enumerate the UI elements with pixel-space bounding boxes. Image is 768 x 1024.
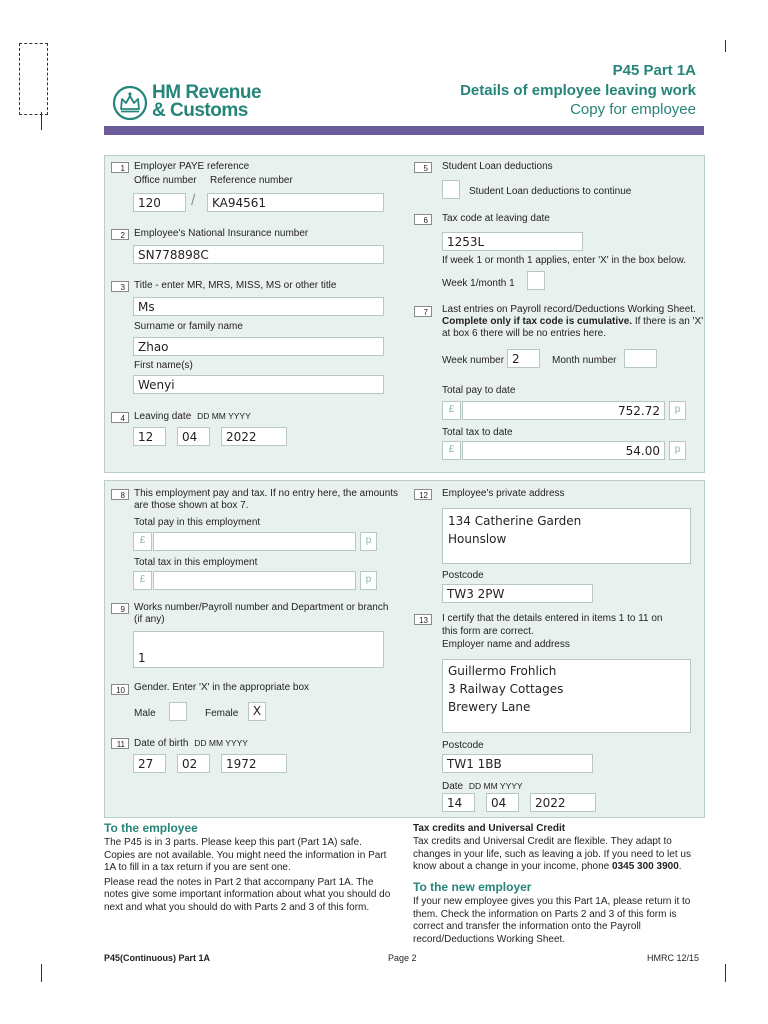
surname-field[interactable]: Zhao <box>133 337 384 356</box>
first-name-field[interactable]: Wenyi <box>133 375 384 394</box>
female-label: Female <box>205 708 239 719</box>
employer-postcode-label: Postcode <box>442 740 484 751</box>
footer-version: HMRC 12/15 <box>647 953 700 963</box>
total-pay-to-date-field[interactable]: 752.72 <box>462 401 665 420</box>
week1-note: If week 1 or month 1 applies, enter 'X' in the box below. <box>442 255 686 266</box>
box7-line3: at box 6 there will be no entries here. <box>442 328 606 339</box>
pound-sign: £ <box>133 571 152 590</box>
tax-credits-end: . <box>678 861 682 872</box>
footer-page-number: Page 2 <box>388 953 417 963</box>
certify-year-field[interactable]: 2022 <box>530 793 596 812</box>
box3-label: Title - enter MR, MRS, MISS, MS or other title <box>134 280 337 291</box>
slash-separator: / <box>191 192 196 209</box>
employer-address-field[interactable] <box>442 659 691 733</box>
crop-mark <box>41 964 42 982</box>
certify-date-text: Date <box>442 781 464 792</box>
week-number-label: Week number <box>442 355 505 366</box>
month-number-field[interactable] <box>624 349 657 368</box>
to-employee-paragraph-1: The P45 is in 3 parts. Please keep this part (Part 1A) safe. Copies are not available. You might need the information in Part 1A to fill in a tax return if you are sent one. <box>104 837 387 873</box>
box-number-9: 9 <box>111 603 129 614</box>
box-number-5: 5 <box>414 162 432 173</box>
box12-label: Employee's private address <box>442 488 565 499</box>
leaving-date-label <box>134 410 251 423</box>
crop-mark <box>725 40 726 52</box>
box1-label: Employer PAYE reference <box>134 161 250 172</box>
ni-number-field[interactable]: SN778898C <box>133 245 384 264</box>
box9-line2: (if any) <box>134 614 165 625</box>
surname-label: Surname or family name <box>134 321 243 332</box>
box5-label: Student Loan deductions <box>442 161 553 172</box>
copy-for-label: Copy for employee <box>570 101 696 118</box>
logo-line2: & Customs <box>152 100 248 121</box>
first-name-label: First name(s) <box>134 360 193 371</box>
box-number-10: 10 <box>111 684 129 695</box>
certify-date-format: DD MM YYYY <box>468 781 523 791</box>
reference-number-field[interactable]: KA94561 <box>207 193 384 212</box>
employee-postcode-field[interactable]: TW3 2PW <box>442 584 593 603</box>
certify-month-field[interactable]: 04 <box>486 793 519 812</box>
box10-label: Gender. Enter 'X' in the appropriate box <box>134 682 310 693</box>
tax-code-field[interactable]: 1253L <box>442 232 583 251</box>
birth-year-field[interactable]: 1972 <box>221 754 287 773</box>
box8-line1: This employment pay and tax. If no entry here, the amounts <box>134 488 399 499</box>
date-of-birth-format: DD MM YYYY <box>194 738 248 748</box>
crown-icon <box>112 85 148 121</box>
pence-sign: p <box>360 532 377 551</box>
box-number-13: 13 <box>414 614 432 625</box>
box8-line2: are those shown at box 7. <box>134 500 249 511</box>
crop-mark <box>725 964 726 982</box>
box6-label: Tax code at leaving date <box>442 213 550 224</box>
box2-label: Employee's National Insurance number <box>134 228 309 239</box>
footer-form-id: P45(Continuous) Part 1A <box>104 953 211 963</box>
total-pay-employment-label: Total pay in this employment <box>134 517 261 528</box>
leaving-year-field[interactable]: 2022 <box>221 427 287 446</box>
student-loan-checkbox[interactable] <box>442 180 460 199</box>
total-pay-to-date-label: Total pay to date <box>442 385 516 396</box>
box7-line1: Last entries on Payroll record/Deductions Working Sheet. <box>442 304 696 315</box>
male-label: Male <box>134 708 156 719</box>
date-of-birth-label <box>134 737 248 750</box>
leaving-date-text: Leaving date <box>134 411 192 422</box>
leaving-date-format: DD MM YYYY <box>197 411 251 421</box>
leaving-month-field[interactable]: 04 <box>177 427 210 446</box>
title-field[interactable]: Ms <box>133 297 384 316</box>
office-number-field[interactable]: 120 <box>133 193 186 212</box>
logo-line1: HM Revenue <box>152 82 262 103</box>
box7-line2 <box>442 316 703 328</box>
birth-month-field[interactable]: 02 <box>177 754 210 773</box>
pence-sign: p <box>669 401 686 420</box>
box-number-2: 2 <box>111 229 129 240</box>
form-subtitle: Details of employee leaving work <box>460 82 696 99</box>
total-tax-to-date-field[interactable]: 54.00 <box>462 441 665 460</box>
box-number-8: 8 <box>111 489 129 500</box>
month-number-label: Month number <box>552 355 617 366</box>
tax-credits-phone: 0345 300 3900 <box>612 861 679 872</box>
address-line-2: Hounslow <box>448 532 507 546</box>
tax-credits-text <box>413 836 711 874</box>
employee-postcode-label: Postcode <box>442 570 484 581</box>
box-number-12: 12 <box>414 489 432 500</box>
total-tax-employment-field[interactable] <box>153 571 356 590</box>
box-number-3: 3 <box>111 281 129 292</box>
address-line-1: 134 Catherine Garden <box>448 514 582 528</box>
to-new-employer-text: If your new employee gives you this Part 1A, please return it to them. Check the information on Parts 2 and 3 of this form is correct and transfer the information onto the Payroll record/Deductions Working Sheet. <box>413 896 691 945</box>
pound-sign: £ <box>442 401 461 420</box>
total-pay-employment-field[interactable] <box>153 532 356 551</box>
employer-name-label: Employer name and address <box>442 639 570 650</box>
box-number-1: 1 <box>111 162 129 173</box>
form-title: P45 Part 1A <box>612 62 696 79</box>
week1-label: Week 1/month 1 <box>442 278 515 289</box>
male-checkbox[interactable] <box>169 702 187 721</box>
certify-date-label <box>442 780 523 793</box>
date-of-birth-text: Date of birth <box>134 738 189 749</box>
total-tax-employment-label: Total tax in this employment <box>134 557 258 568</box>
box-number-6: 6 <box>414 214 432 225</box>
certify-day-field[interactable]: 14 <box>442 793 475 812</box>
office-number-label: Office number <box>134 175 197 186</box>
box13-line2: this form are correct. <box>442 626 534 637</box>
reference-number-label: Reference number <box>210 175 293 186</box>
female-checkbox[interactable]: X <box>248 702 266 721</box>
box9-line1: Works number/Payroll number and Department or branch <box>134 602 389 613</box>
pound-sign: £ <box>442 441 461 460</box>
employer-line-2: 3 Railway Cottages <box>448 682 564 696</box>
employer-postcode-field[interactable]: TW1 1BB <box>442 754 593 773</box>
week1-checkbox[interactable] <box>527 271 545 290</box>
leaving-day-field[interactable]: 12 <box>133 427 166 446</box>
birth-day-field[interactable]: 27 <box>133 754 166 773</box>
to-new-employer-heading: To the new employer <box>413 880 532 894</box>
to-employee-paragraph-2: Please read the notes in Part 2 that accompany Part 1A. The notes give some important information about what you should do next and what you should do with Parts 2 and 3 of this form. <box>104 876 391 913</box>
box-number-11: 11 <box>111 738 129 749</box>
student-loan-continue-label: Student Loan deductions to continue <box>469 186 632 197</box>
crop-mark <box>41 112 42 130</box>
week-number-field[interactable]: 2 <box>507 349 540 368</box>
pence-sign: p <box>669 441 686 460</box>
header-band <box>104 126 704 135</box>
tax-credits-heading: Tax credits and Universal Credit <box>413 823 566 834</box>
pound-sign: £ <box>133 532 152 551</box>
works-number-field[interactable] <box>133 631 384 668</box>
box7-cumulative-note: Complete only if tax code is cumulative. <box>442 316 633 327</box>
employer-line-1: Guillermo Frohlich <box>448 664 557 678</box>
to-employee-text <box>104 837 394 916</box>
tax-credits-body: Tax credits and Universal Credit are flexible. They adapt to changes in your life, such as leaving a job. If you need to let us know about a change in your income, phone <box>413 836 691 872</box>
crop-mark-dashed-box <box>19 43 48 115</box>
works-number-value: 1 <box>138 651 146 665</box>
box13-line1: I certify that the details entered in items 1 to 11 on <box>442 613 663 624</box>
pence-sign: p <box>360 571 377 590</box>
hmrc-logo <box>112 83 272 123</box>
employer-line-3: Brewery Lane <box>448 700 531 714</box>
private-address-field[interactable] <box>442 508 691 564</box>
box-number-4: 4 <box>111 412 129 423</box>
box-number-7: 7 <box>414 306 432 317</box>
total-tax-to-date-label: Total tax to date <box>442 427 513 438</box>
box7-line2-rest: If there is an 'X' <box>632 316 704 327</box>
to-employee-heading: To the employee <box>104 821 198 835</box>
